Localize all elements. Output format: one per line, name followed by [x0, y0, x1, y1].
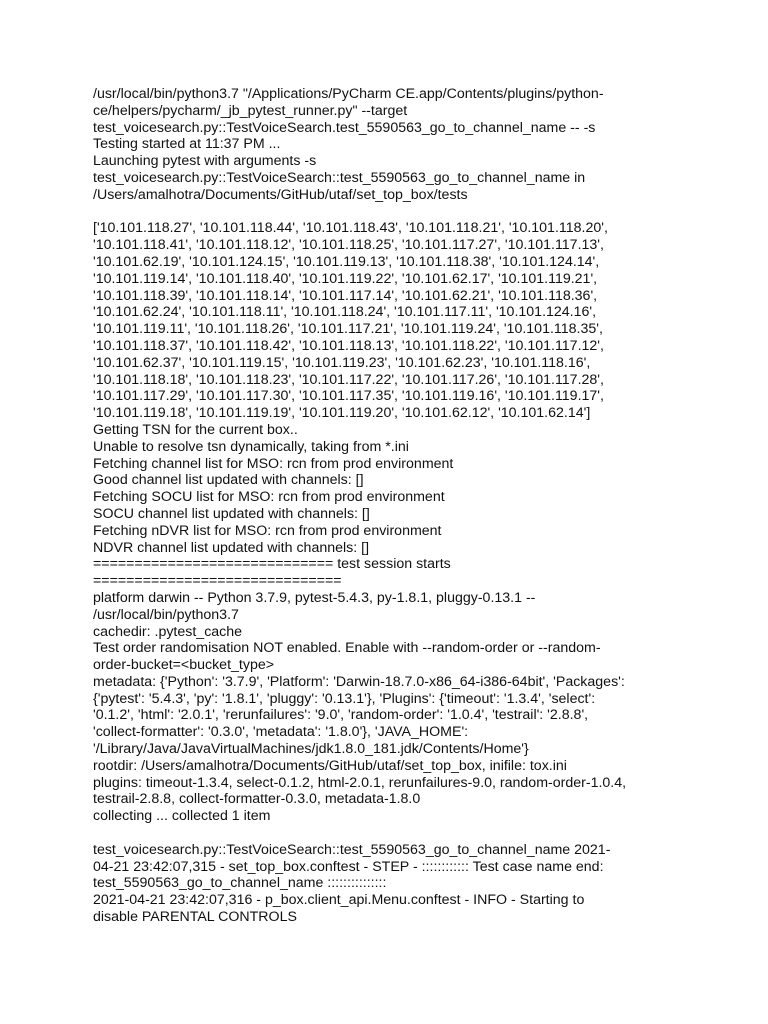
log-line: Testing started at 11:37 PM ...	[93, 136, 281, 153]
log-line: Unable to resolve tsn dynamically, taking from *.ini	[93, 438, 409, 455]
ip-list-line: '10.101.118.41', '10.101.118.12', '10.101.118.25', '10.101.117.27', '10.101.117.13',	[93, 237, 604, 254]
log-line: NDVR channel list updated with channels: []	[93, 539, 370, 556]
command-header-block	[93, 86, 683, 204]
ip-list-line: '10.101.62.37', '10.101.119.15', '10.101.119.23', '10.101.62.23', '10.101.118.16',	[93, 354, 591, 371]
log-line: Fetching nDVR list for MSO: rcn from prod environment	[93, 522, 442, 539]
log-line: SOCU channel list updated with channels: []	[93, 505, 370, 522]
log-line: cachedir: .pytest_cache	[93, 623, 243, 640]
session-separator-line: ==============================	[93, 573, 342, 590]
session-separator-line: ============================= test session starts	[93, 556, 451, 573]
ip-list-line: '10.101.118.18', '10.101.118.23', '10.101.117.22', '10.101.117.26', '10.101.117.28',	[93, 371, 604, 388]
session-output-block	[93, 220, 683, 825]
metadata-line: metadata: {'Python': '3.7.9', 'Platform': 'Darwin-18.7.0-x86_64-i386-64bit', 'Packages':	[93, 673, 625, 690]
log-line: platform darwin -- Python 3.7.9, pytest-5.4.3, py-1.8.1, pluggy-0.13.1 --	[93, 589, 536, 606]
test-step-block	[93, 842, 683, 926]
log-line: Fetching SOCU list for MSO: rcn from prod environment	[93, 489, 445, 506]
log-line: test_voicesearch.py::TestVoiceSearch::test_5590563_go_to_channel_name in	[93, 169, 586, 186]
log-line: order-bucket=<bucket_type>	[93, 657, 275, 674]
ip-list-line: '10.101.119.11', '10.101.118.26', '10.101.117.21', '10.101.119.24', '10.101.118.35',	[93, 321, 603, 338]
log-line: Test order randomisation NOT enabled. Enable with --random-order or --random-	[93, 640, 601, 657]
ip-list-line: '10.101.117.29', '10.101.117.30', '10.101.117.35', '10.101.119.16', '10.101.119.17',	[93, 388, 604, 405]
metadata-line: '/Library/Java/JavaVirtualMachines/jdk1.8.0_181.jdk/Contents/Home'}	[93, 741, 529, 758]
log-line: rootdir: /Users/amalhotra/Documents/GitHub/utaf/set_top_box, inifile: tox.ini	[93, 757, 567, 774]
blank-line	[93, 825, 683, 842]
log-line: 04-21 23:42:07,315 - set_top_box.conftest - STEP - :::::::::::: Test case name end:	[93, 858, 604, 875]
blank-line	[93, 204, 683, 221]
log-line: Fetching channel list for MSO: rcn from prod environment	[93, 455, 454, 472]
log-line: test_voicesearch.py::TestVoiceSearch.test_5590563_go_to_channel_name -- -s	[93, 119, 596, 136]
ip-list-line: '10.101.119.18', '10.101.119.19', '10.101.119.20', '10.101.62.12', '10.101.62.14']	[93, 405, 591, 422]
log-document	[93, 86, 683, 926]
metadata-line: '0.1.2', 'html': '2.0.1', 'rerunfailures': '9.0', 'random-order': '1.0.4', 'testrail': '2.8.8',	[93, 707, 589, 724]
log-line: /usr/local/bin/python3.7 "/Applications/PyCharm CE.app/Contents/plugins/python-	[93, 86, 604, 102]
ip-list-line: '10.101.119.14', '10.101.118.40', '10.101.119.22', '10.101.62.17', '10.101.119.21',	[93, 270, 598, 287]
log-line: /usr/local/bin/python3.7	[93, 606, 239, 623]
log-line: Getting TSN for the current box..	[93, 421, 298, 438]
log-line: disable PARENTAL CONTROLS	[93, 909, 297, 926]
ip-list-line: '10.101.62.19', '10.101.124.15', '10.101.119.13', '10.101.118.38', '10.101.124.14',	[93, 253, 600, 270]
log-line: /Users/amalhotra/Documents/GitHub/utaf/set_top_box/tests	[93, 186, 468, 203]
log-line: Good channel list updated with channels: []	[93, 472, 364, 489]
log-line: ce/helpers/pycharm/_jb_pytest_runner.py" --target	[93, 102, 408, 119]
log-line: 2021-04-21 23:42:07,316 - p_box.client_api.Menu.conftest - INFO - Starting to	[93, 892, 585, 909]
log-line: collecting ... collected 1 item	[93, 808, 271, 825]
ip-list-line: '10.101.118.37', '10.101.118.42', '10.101.118.13', '10.101.118.22', '10.101.117.12',	[93, 337, 604, 354]
ip-list-line: '10.101.118.39', '10.101.118.14', '10.101.117.14', '10.101.62.21', '10.101.118.36',	[93, 287, 598, 304]
metadata-line: 'collect-formatter': '0.3.0', 'metadata': '1.8.0'}, 'JAVA_HOME':	[93, 724, 469, 741]
ip-list-line: ['10.101.118.27', '10.101.118.44', '10.101.118.43', '10.101.118.21', '10.101.118.20',	[93, 220, 608, 237]
log-line: test_voicesearch.py::TestVoiceSearch::test_5590563_go_to_channel_name 2021-	[93, 841, 611, 858]
metadata-line: {'pytest': '5.4.3', 'py': '1.8.1', 'pluggy': '0.13.1'}, 'Plugins': {'timeout': '1.3.4', 'select':	[93, 690, 596, 707]
log-line: plugins: timeout-1.3.4, select-0.1.2, html-2.0.1, rerunfailures-9.0, random-order-1.0.4,	[93, 774, 627, 791]
log-line: test_5590563_go_to_channel_name :::::::::::::::	[93, 875, 387, 892]
log-line: testrail-2.8.8, collect-formatter-0.3.0, metadata-1.8.0	[93, 791, 421, 808]
ip-list-line: '10.101.62.24', '10.101.118.11', '10.101.118.24', '10.101.117.11', '10.101.124.16',	[93, 304, 597, 321]
log-line: Launching pytest with arguments -s	[93, 153, 317, 170]
